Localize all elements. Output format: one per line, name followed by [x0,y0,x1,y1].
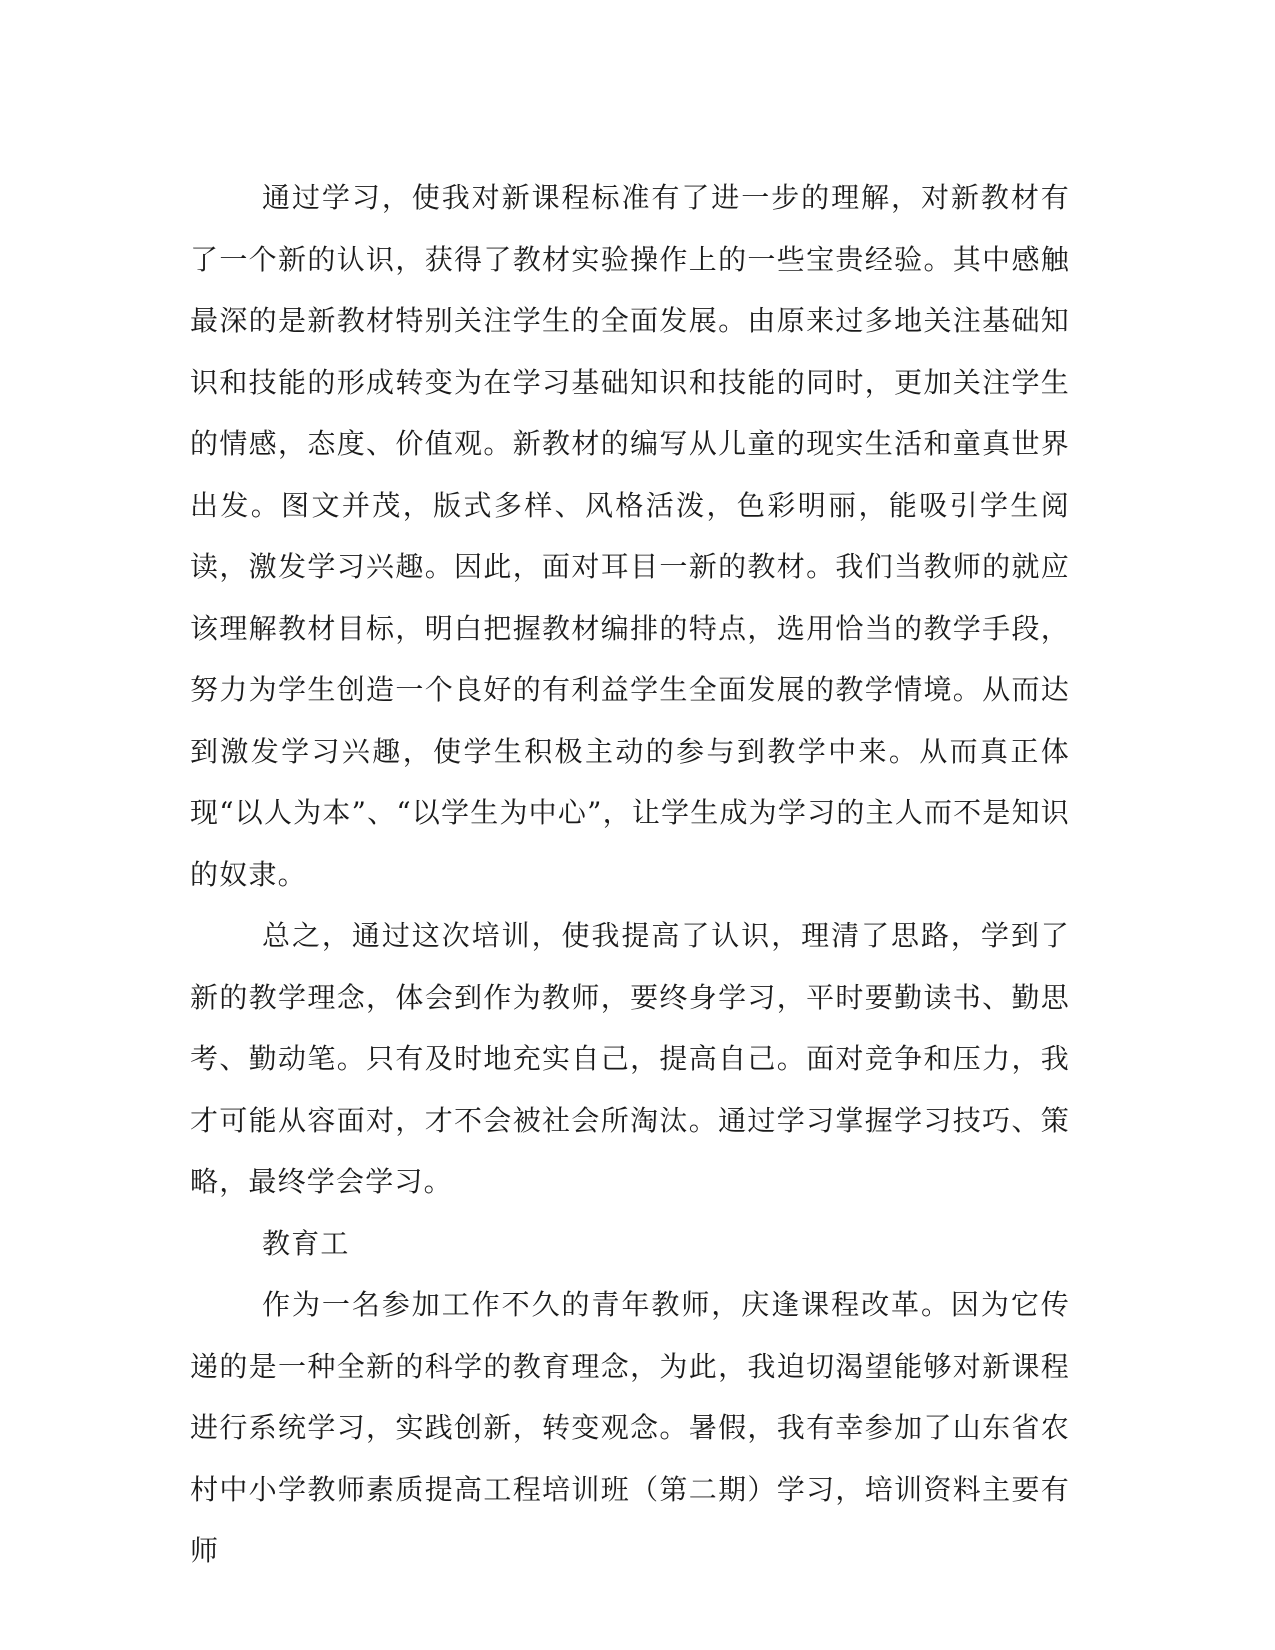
paragraph-summary: 总之，通过这次培训，使我提高了认识，理清了思路，学到了新的教学理念，体会到作为教师，要终身学习，平时要勤读书、勤思考、勤动笔。只有及时地充实自己，提高自己。面对竞争和压力，我才可能从容面对，才不会被社会所淘汰。通过学习掌握学习技巧、策略，最终学会学习。 [190,919,1070,1198]
document-body [190,167,1070,1582]
paragraph-young-teacher: 作为一名参加工作不久的青年教师，庆逢课程改革。因为它传递的是一种全新的科学的教育理念，为此，我迫切渴望能够对新课程进行系统学习，实践创新，转变观念。暑假，我有幸参加了山东省农村中小学教师素质提高工程培训班（第二期）学习，培训资料主要有师 [190,1288,1070,1567]
section-heading: 教育工 [262,1226,350,1260]
paragraph-new-curriculum: 通过学习，使我对新课程标准有了进一步的理解，对新教材有了一个新的认识，获得了教材实验操作上的一些宝贵经验。其中感触最深的是新教材特别关注学生的全面发展。由原来过多地关注基础知识和技能的形成转变为在学习基础知识和技能的同时，更加关注学生的情感，态度、价值观。新教材的编写从儿童的现实生活和童真世界出发。图文并茂，版式多样、风格活泼，色彩明丽，能吸引学生阅读，激发学习兴趣。因此，面对耳目一新的教材。我们当教师的就应该理解教材目标，明白把握教材编排的特点，选用恰当的教学手段，努力为学生创造一个良好的有利益学生全面发展的教学情境。从而达到激发学习兴趣，使学生积极主动的参与到教学中来。从而真正体现“以人为本”、“以学生为中心”，让学生成为学习的主人而不是知识的奴隶。 [190,181,1070,891]
